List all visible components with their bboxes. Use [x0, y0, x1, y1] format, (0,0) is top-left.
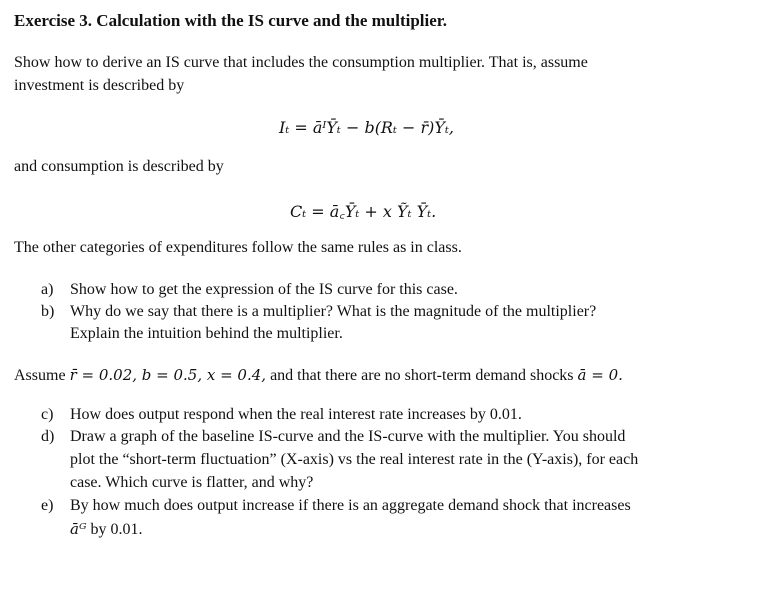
- consumption-intro: and consumption is described by: [14, 158, 224, 175]
- question-d-text-3: case. Which curve is flatter, and why?: [70, 474, 314, 491]
- consumption-equation: Cₜ = ā꜀Ȳₜ + x Ỹₜ Ȳₜ.: [290, 202, 437, 221]
- question-d-text-1: Draw a graph of the baseline IS-curve and the IS-curve with the multiplier. You should: [70, 428, 626, 445]
- question-a-label: a): [41, 281, 54, 298]
- question-c-label: c): [41, 406, 54, 423]
- question-e-text-1: By how much does output increase if there is an aggregate demand shock that increases: [70, 497, 631, 514]
- question-d-label: d): [41, 428, 55, 445]
- investment-equation: Iₜ = āᴵȲₜ − b(Rₜ − r̄)Ȳₜ,: [279, 118, 454, 137]
- question-e-tail: by 0.01.: [86, 521, 143, 538]
- question-c-text: How does output respond when the real interest rate increases by 0.01.: [70, 406, 522, 423]
- assumption-prefix: Assume: [14, 367, 70, 384]
- question-b-label: b): [41, 303, 55, 320]
- question-b-text-1: Why do we say that there is a multiplier? What is the magnitude of the multiplier?: [70, 303, 597, 320]
- assumption-middle: and that there are no short-term demand shocks: [266, 367, 578, 384]
- assumption-line: [14, 366, 623, 385]
- question-e-math: āᴳ: [70, 520, 87, 538]
- question-b-text-2: Explain the intuition behind the multiplier.: [70, 325, 343, 342]
- intro-line-2: investment is described by: [14, 77, 185, 94]
- question-a-text: Show how to get the expression of the IS curve for this case.: [70, 281, 458, 298]
- assumption-shock: ā = 0.: [577, 366, 623, 384]
- question-d-text-2: plot the “short-term fluctuation” (X-axis) vs the real interest rate in the (Y-axis), for each: [70, 451, 639, 468]
- question-e-label: e): [41, 497, 54, 514]
- assumption-params: r̄ = 0.02, b = 0.5, x = 0.4,: [69, 366, 267, 384]
- other-categories: The other categories of expenditures follow the same rules as in class.: [14, 239, 462, 256]
- question-e-text-2: [70, 520, 143, 539]
- intro-line-1: Show how to derive an IS curve that includes the consumption multiplier. That is, assume: [14, 54, 588, 71]
- exercise-title: Exercise 3. Calculation with the IS curve and the multiplier.: [14, 11, 448, 30]
